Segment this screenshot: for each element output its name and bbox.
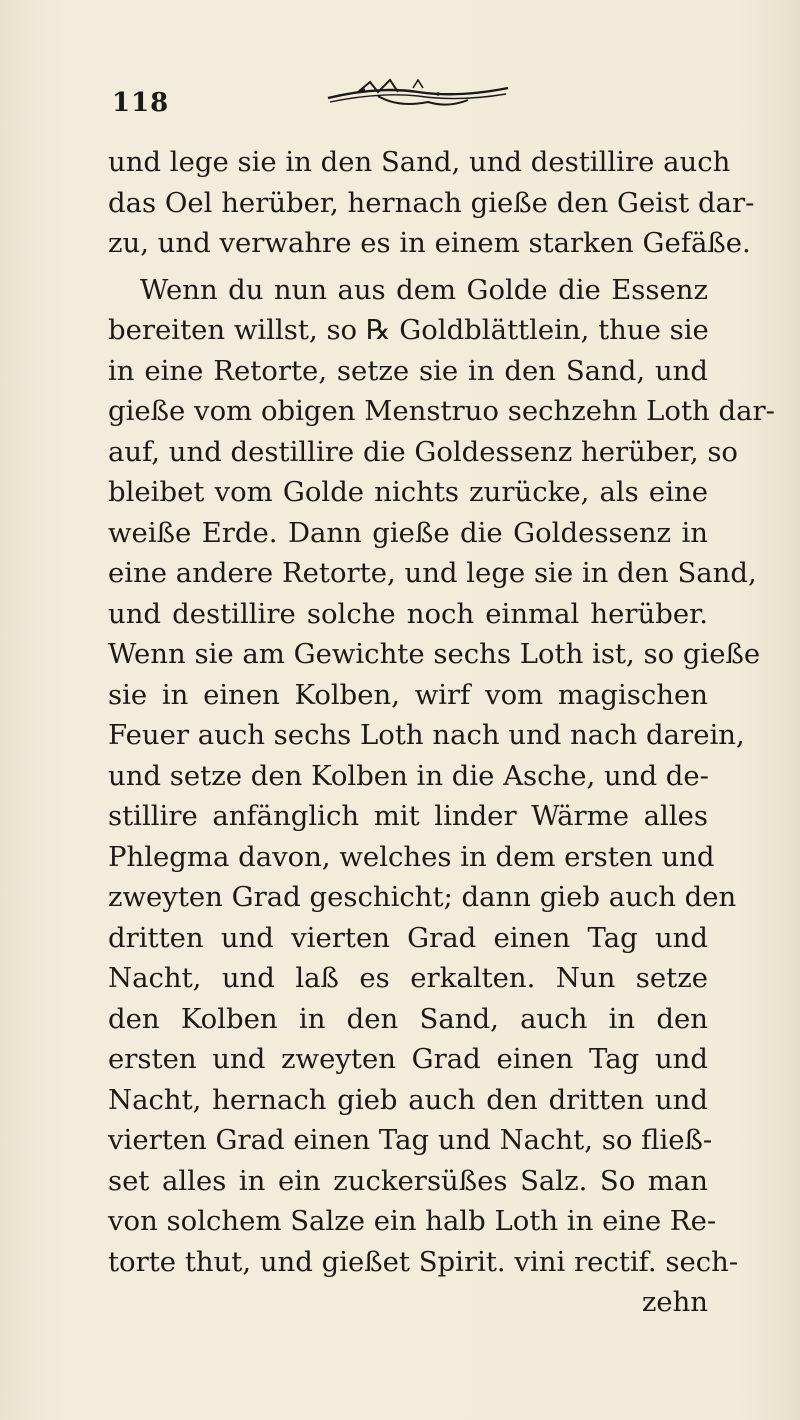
text-line: Phlegma davon, welches in dem ersten und bbox=[108, 840, 715, 873]
text-line: Nacht, hernach gieb auch den dritten und bbox=[108, 1083, 708, 1116]
text-line: gieße vom obigen Menstruo sechzehn Loth dar- bbox=[108, 395, 775, 427]
text-line: set alles in ein zuckersüßes Salz. So man bbox=[108, 1164, 708, 1197]
text-line: bleibet vom Golde nichts zurücke, als eine bbox=[108, 476, 708, 508]
text-line: Wenn sie am Gewichte sechs Loth ist, so gieße bbox=[108, 638, 761, 670]
text-line: ersten und zweyten Grad einen Tag und bbox=[108, 1043, 708, 1075]
text-line: auf, und destillire die Goldessenz herüber, so bbox=[108, 435, 738, 468]
text-line: vierten Grad einen Tag und Nacht, so fließ- bbox=[108, 1124, 713, 1156]
text-line: und destillire solche noch einmal herüber. bbox=[108, 597, 708, 630]
printer-ornament-icon bbox=[318, 78, 518, 112]
text-line: eine andere Retorte, und lege sie in den Sand, bbox=[108, 557, 757, 589]
text-line: stillire anfänglich mit linder Wärme alles bbox=[108, 800, 708, 832]
text-line: und setze den Kolben in die Asche, und de- bbox=[108, 759, 709, 792]
text-line: von solchem Salze ein halb Loth in eine Re- bbox=[108, 1205, 717, 1237]
text-line: und lege sie in den Sand, und destillire auch bbox=[108, 146, 731, 178]
text-line: das Oel herüber, hernach gieße den Geist dar- bbox=[108, 186, 755, 219]
text-line: Feuer auch sechs Loth nach und nach darein, bbox=[108, 719, 745, 751]
text-line: zu, und verwahre es in einem starken Gefäße. bbox=[108, 227, 751, 259]
page-number: 118 bbox=[112, 88, 170, 118]
text-line: den Kolben in den Sand, auch in den bbox=[108, 1002, 708, 1035]
text-line: dritten und vierten Grad einen Tag und bbox=[108, 921, 708, 954]
text-line: sie in einen Kolben, wirf vom magischen bbox=[108, 678, 708, 711]
text-line: Nacht, und laß es erkalten. Nun setze bbox=[108, 962, 708, 994]
text-line: in eine Retorte, setze sie in den Sand, und bbox=[108, 354, 708, 387]
catchword: zehn bbox=[641, 1286, 708, 1318]
paragraph-start-line: Wenn du nun aus dem Golde die Essenz bbox=[140, 273, 708, 306]
text-line: weiße Erde. Dann gieße die Goldessenz in bbox=[108, 516, 708, 549]
text-line: bereiten willst, so ℞ Goldblättlein, thue sie bbox=[108, 314, 709, 346]
text-line: zweyten Grad geschicht; dann gieb auch den bbox=[108, 881, 737, 913]
text-line: torte thut, und gießet Spirit. vini rectif. sech- bbox=[108, 1245, 739, 1278]
main-text bbox=[108, 142, 775, 1323]
